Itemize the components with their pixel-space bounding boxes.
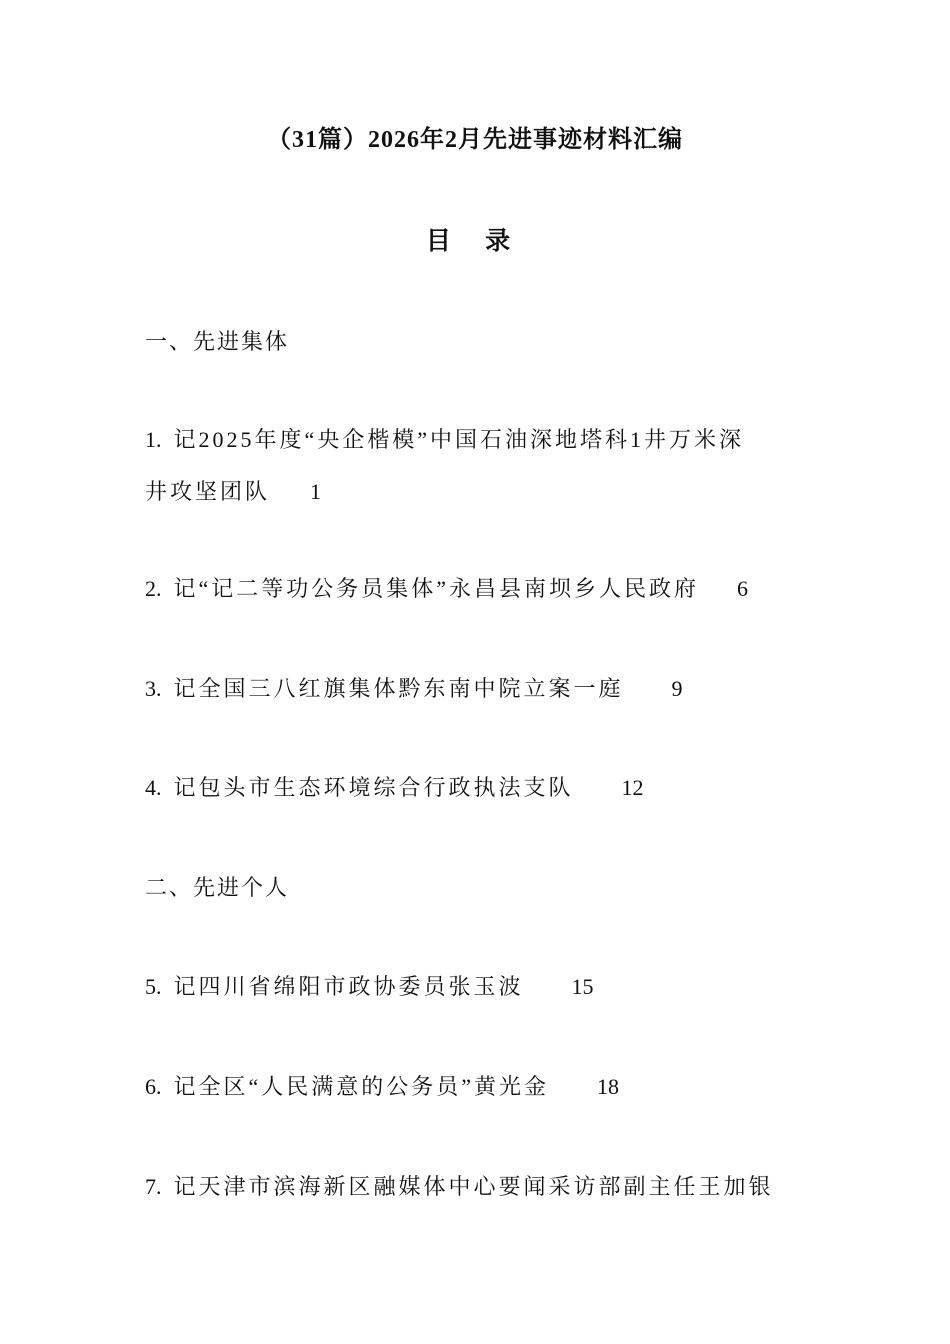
toc-entry-3[interactable] xyxy=(145,669,815,709)
toc-entry-text: 记四川省绵阳市政协委员张玉波 xyxy=(173,974,524,999)
toc-entry-number: 3. xyxy=(145,676,162,701)
toc-entry-6[interactable] xyxy=(145,1067,815,1107)
document-title: （31篇）2026年2月先进事迹材料汇编 xyxy=(267,127,683,153)
toc-entry-number: 2. xyxy=(145,576,162,601)
toc-entry-1-continued[interactable] xyxy=(145,472,815,512)
toc-entry-text: 井攻坚团队 xyxy=(145,479,271,504)
toc-entry-page-number: 1 xyxy=(310,479,322,504)
toc-entry-number: 6. xyxy=(145,1074,162,1099)
toc-entry-page-number: 12 xyxy=(621,775,644,800)
toc-entry-page-number: 6 xyxy=(737,576,749,601)
toc-entry-5[interactable] xyxy=(145,967,815,1007)
toc-entry-number: 4. xyxy=(145,775,162,800)
toc-entry-number: 7. xyxy=(145,1174,162,1199)
toc-entry-1[interactable] xyxy=(145,420,815,460)
toc-entry-text: 记天津市滨海新区融媒体中心要闻采访部副主任王加银 xyxy=(173,1174,774,1199)
toc-entry-4[interactable] xyxy=(145,768,815,808)
toc-heading: 目 录 xyxy=(425,228,525,255)
toc-entry-page-number: 15 xyxy=(571,974,594,999)
toc-entry-page-number: 9 xyxy=(671,676,683,701)
toc-entry-7[interactable] xyxy=(145,1167,815,1207)
toc-entry-text: 记“记二等功公务员集体”永昌县南坝乡人民政府 xyxy=(173,576,700,601)
toc-entry-text: 记2025年度“央企楷模”中国石油深地塔科1井万米深 xyxy=(173,427,745,452)
toc-entry-number: 1. xyxy=(145,427,162,452)
toc-entry-number: 5. xyxy=(145,974,162,999)
toc-entry-text: 记全区“人民满意的公务员”黄光金 xyxy=(173,1074,550,1099)
toc-entry-text: 记包头市生态环境综合行政执法支队 xyxy=(173,775,574,800)
toc-entry-text: 记全国三八红旗集体黔东南中院立案一庭 xyxy=(173,676,624,701)
toc-entry-page-number: 18 xyxy=(597,1074,620,1099)
section-heading-individual: 二、先进个人 xyxy=(145,875,290,900)
section-heading-collective: 一、先进集体 xyxy=(145,329,290,354)
toc-entry-2[interactable] xyxy=(145,569,815,609)
